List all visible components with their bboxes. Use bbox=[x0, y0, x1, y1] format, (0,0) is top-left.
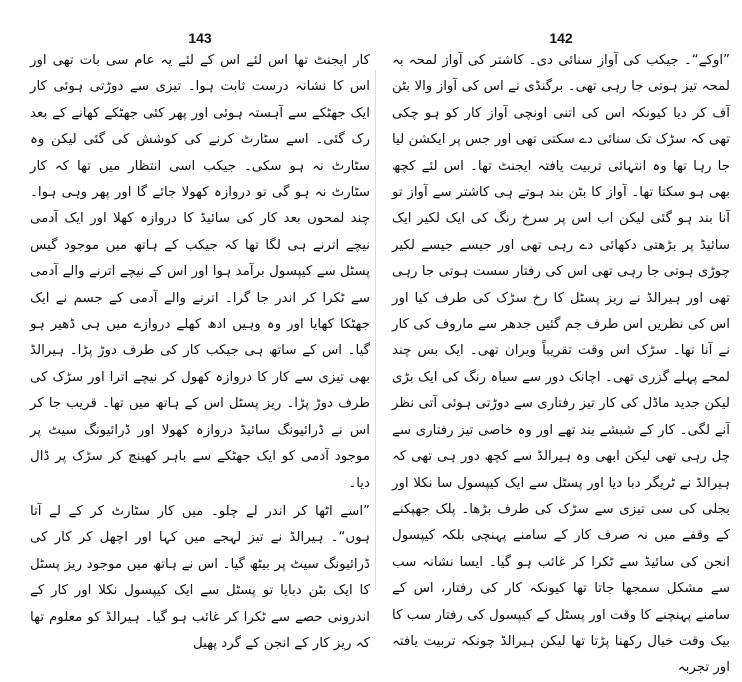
page-text bbox=[392, 48, 730, 676]
paragraph: ”اوکے“۔ جیکب کی آواز سنائی دی۔ کاشتر کی آواز لمحہ بہ لمحہ تیز ہوتی جا رہی تھی۔ برگنڈی نے اس کی آواز والا بٹن آف کر دیا کیونکہ اس کی اتنی اونچی آواز کار کو ہو چکی تھی کہ سڑک تک سنائی دے سکتی تھی اور جس پر ایکشن لیا جا رہا تھا وہ انتہائی تربیت یافتہ ایجنٹ تھا۔ اس لئے کچھ بھی ہو سکتا تھا۔ آواز کا بٹن بند ہوتے ہی کاشتر سے آواز تو آنا بند ہو گئی لیکن اب اس پر سرخ رنگ کی ایک لکیر ایک سائیڈ پر بڑھتی دکھائی دے رہی تھی اور جیسے جیسے لکیر چوڑی ہوتی جا رہی تھی اس کی رفتار سست ہوتی جا رہی تھی اور ہیرالڈ نے ریز پسٹل کا رخ سڑک کی طرف کیا اور اس کی نظریں اس طرف جم گئیں جدھر سے ماروف کی کار نے آنا تھا۔ سڑک اس وقت تقریباً ویران تھی۔ ایک بس چند لمحے پہلے گزری تھی۔ اچانک دور سے سیاہ رنگ کی ایک بڑی لیکن جدید ماڈل کی کار تیز رفتاری سے دوڑتی ہوئی آتی نظر آنے لگی۔ کار کے شیشے بند تھے اور وہ خاصی تیز رفتاری سے چل رہی تھی لیکن ابھی وہ ہیرالڈ سے کچھ دور ہی تھی کہ ہیرالڈ نے ٹریگر دبا دیا اور پسٹل سے ایک کیپسول سا نکلا اور بجلی کی سی تیزی سے سڑک کی طرف بڑھا۔ پلک جھپکنے کے وقفے میں نہ صرف کار کے سامنے پہنچی بلکہ کیپسول انجن کی سائیڈ سے ٹکرا کر غائب ہو گیا۔ ایسا نشانہ سب سے مشکل سمجھا جاتا تھا کیونکہ کار کی رفتار، اس کے سامنے پہنچنے کا وقت اور پسٹل کے کیپسول کی رفتار سب کا بیک وقت خیال رکھنا پڑتا تھا لیکن ہیرالڈ چونکہ تربیت یافتہ اور تجربہ bbox=[392, 53, 730, 676]
page-gutter bbox=[375, 70, 376, 590]
page-number: 143 bbox=[188, 30, 212, 46]
page-number: 142 bbox=[549, 30, 573, 46]
right-page bbox=[392, 30, 730, 676]
paragraph: ”اسے اٹھا کر اندر لے چلو۔ میں کار سٹارٹ کر کے لے آتا ہوں“۔ ہیرالڈ نے تیز لہجے میں کہا اور اچھل کر کار کی ڈرائیونگ سیٹ پر بیٹھ گیا۔ اس نے ہاتھ میں موجود ریز پسٹل کا ایک بٹن دبایا تو پسٹل سے ایک کیپسول نکلا اور کار کے اندرونی حصے سے ٹکرا کر غائب ہو گیا۔ ہیرالڈ کو معلوم تھا کہ ریز کار کے انجن کے گرد پھیل bbox=[30, 503, 370, 651]
left-page bbox=[30, 30, 370, 651]
paragraph: کار ایجنٹ تھا اس لئے اس کے لئے یہ عام سی بات تھی اور اس کا نشانہ درست ثابت ہوا۔ تیزی سے دوڑتی ہوئی کار ایک جھٹکے سے آہستہ ہوئی اور پھر کئی جھٹکے کھانے کے بعد رک گئی۔ اسے سٹارٹ کرنے کی کوشش کی گئی لیکن وہ سٹارٹ نہ ہو سکی۔ جیکب اسی انتظار میں تھا کہ کار سٹارٹ نہ ہو گی تو دروازہ کھولا جائے گا اور پھر وہی ہوا۔ چند لمحوں بعد کار کی سائیڈ کا دروازہ کھلا اور ایک آدمی نیچے اترنے ہی لگا تھا کہ جیکب کے ہاتھ میں موجود گیس پسٹل سے کیپسول برآمد ہوا اور اس کے نیچے اترنے والے آدمی سے ٹکرا کر اندر جا گرا۔ اترنے والے آدمی کے جسم نے ایک جھٹکا کھایا اور وہ وہیں ادھ کھلے دروازے میں ہی ڈھیر ہو گیا۔ اس کے ساتھ ہی جیکب کار کی طرف دوڑ پڑا۔ ہیرالڈ بھی تیزی سے کار کا دروازہ کھول کر نیچے اترا اور سڑک کی طرف دوڑ پڑا۔ ریز پسٹل اس کے ہاتھ میں تھا۔ قریب جا کر اس نے ڈرائیونگ سائیڈ دروازہ کھولا اور ڈرائیونگ سیٹ پر موجود آدمی کو ایک جھٹکے سے باہر کھینچ کر سڑک پر ڈال دیا۔ bbox=[30, 53, 370, 491]
page-text bbox=[30, 48, 370, 651]
